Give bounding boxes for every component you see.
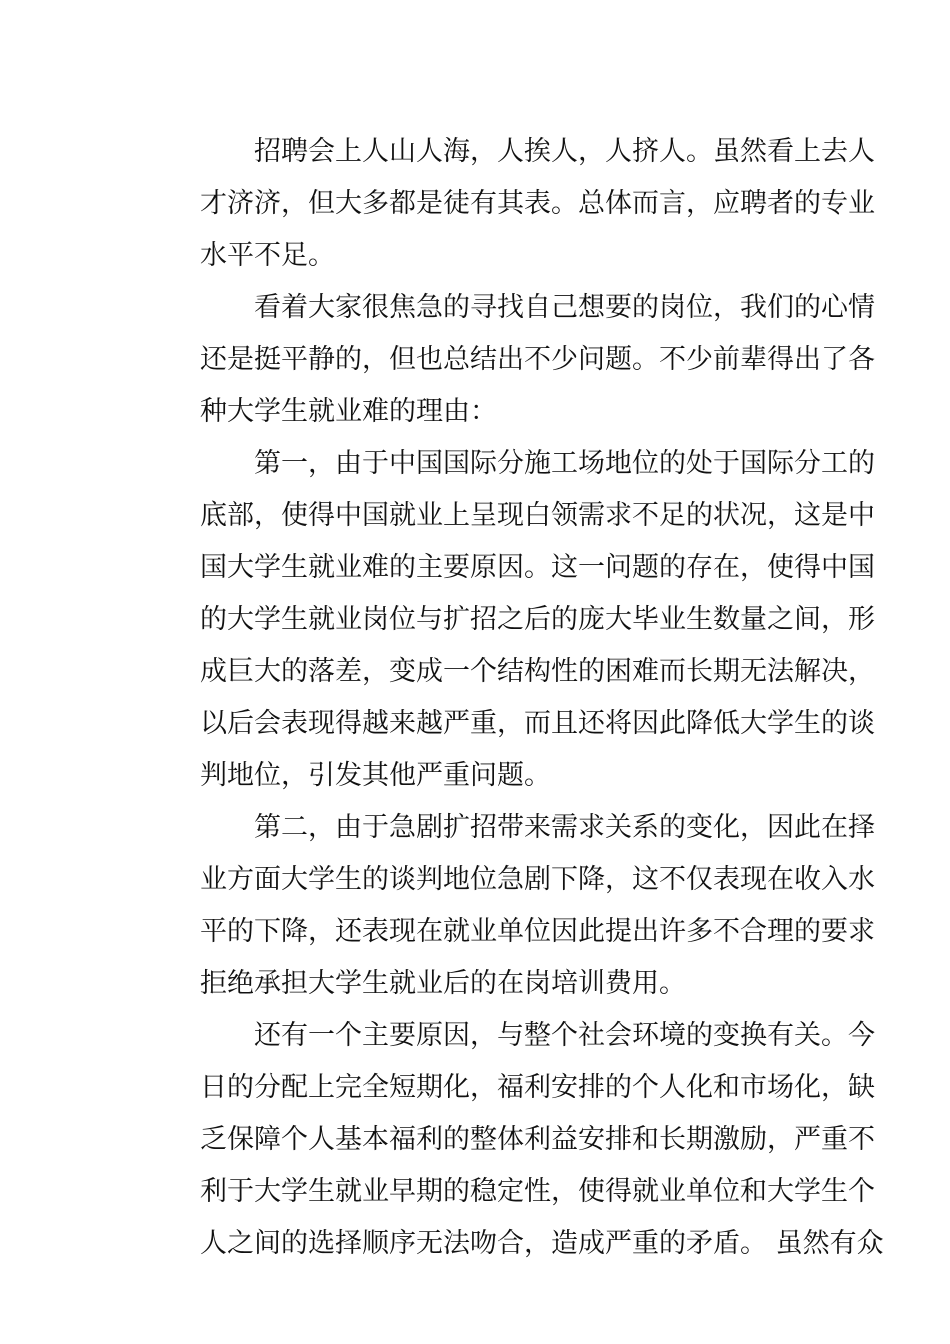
paragraph-5 <box>146 1010 884 1270</box>
text-line: 国大学生就业难的主要原因。这一问题的存在，使得中国 <box>200 552 875 583</box>
text-line: 还有一个主要原因，与整个社会环境的变换有关。今 <box>254 1020 875 1051</box>
text-line: 乏保障个人基本福利的整体利益安排和长期激励，严重不 <box>200 1124 875 1155</box>
text-line: 种大学生就业难的理由： <box>200 396 497 427</box>
text-line: 日的分配上完全短期化，福利安排的个人化和市场化，缺 <box>200 1072 875 1103</box>
text-line: 看着大家很焦急的寻找自己想要的岗位，我们的心情 <box>254 292 875 323</box>
text-line: 还是挺平静的，但也总结出不少问题。不少前辈得出了各 <box>200 344 875 375</box>
text-line: 利于大学生就业早期的稳定性，使得就业单位和大学生个 <box>200 1176 875 1207</box>
paragraph-4 <box>146 802 875 1010</box>
text-line: 水平不足。 <box>200 240 335 271</box>
paragraph-2 <box>146 282 875 438</box>
text-line: 才济济，但大多都是徒有其表。总体而言，应聘者的专业 <box>200 188 875 219</box>
paragraph-1 <box>146 126 875 282</box>
text-line: 底部，使得中国就业上呈现白领需求不足的状况，这是中 <box>200 500 875 531</box>
text-line: 业方面大学生的谈判地位急剧下降，这不仅表现在收入水 <box>200 864 875 895</box>
text-line: 第二，由于急剧扩招带来需求关系的变化，因此在择 <box>254 812 875 843</box>
text-line: 第一，由于中国国际分施工场地位的处于国际分工的 <box>254 448 875 479</box>
document-body <box>146 126 884 1270</box>
text-line: 人之间的选择顺序无法吻合，造成严重的矛盾。 虽然有众 <box>200 1228 884 1259</box>
text-line: 成巨大的落差，变成一个结构性的困难而长期无法解决， <box>200 656 875 687</box>
text-line: 的大学生就业岗位与扩招之后的庞大毕业生数量之间，形 <box>200 604 875 635</box>
text-line: 以后会表现得越来越严重，而且还将因此降低大学生的谈 <box>200 708 875 739</box>
text-line: 招聘会上人山人海，人挨人，人挤人。虽然看上去人 <box>254 136 875 167</box>
text-line: 平的下降，还表现在就业单位因此提出许多不合理的要求 <box>200 916 875 947</box>
text-line: 判地位，引发其他严重问题。 <box>200 760 551 791</box>
paragraph-3 <box>146 438 875 802</box>
text-line: 拒绝承担大学生就业后的在岗培训费用。 <box>200 968 686 999</box>
